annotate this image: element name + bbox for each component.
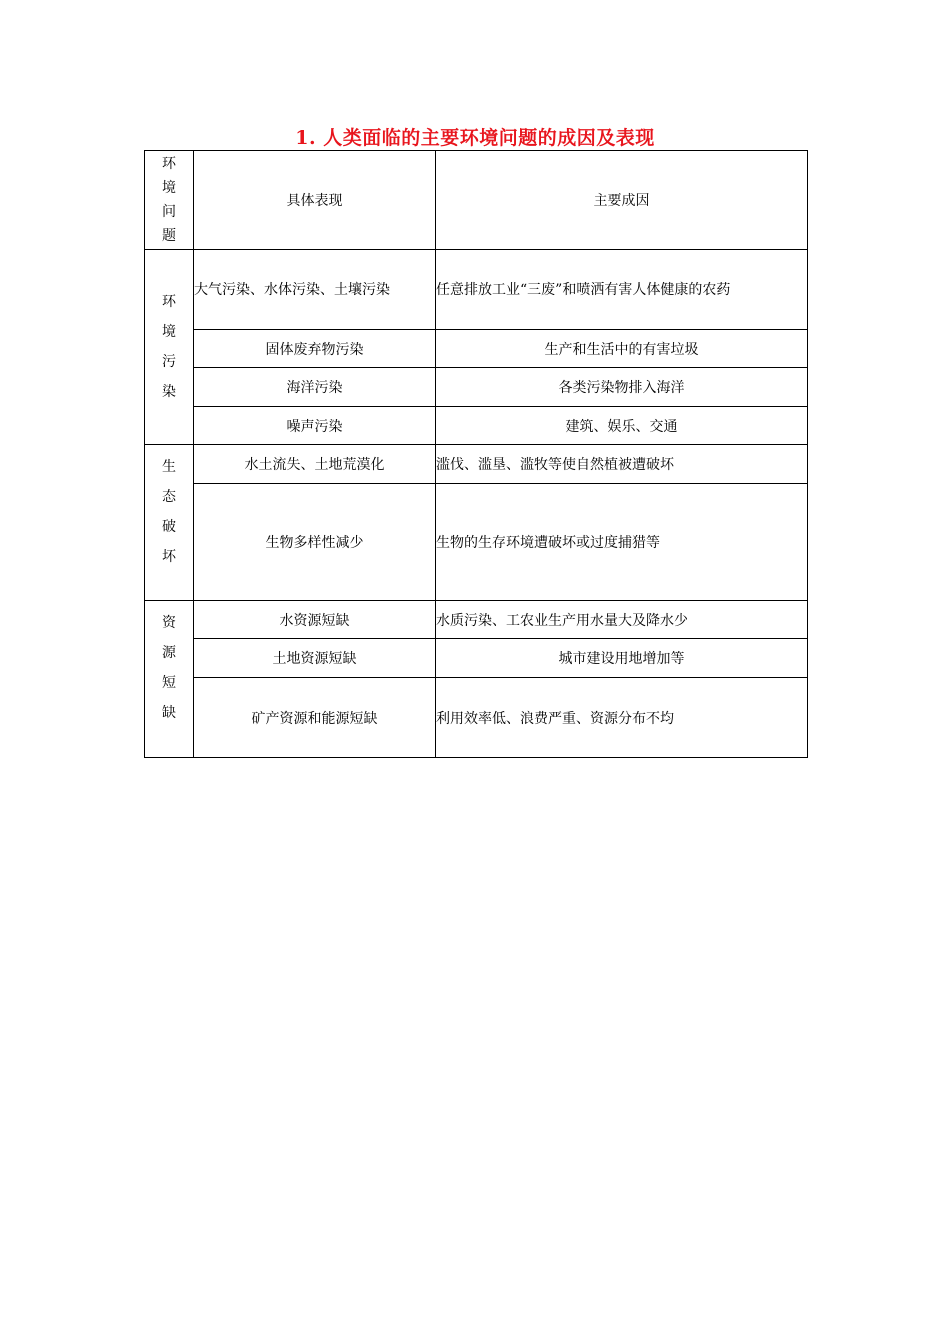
document-title: 1. 人类面临的主要环境问题的成因及表现 [295, 127, 655, 149]
table-row [145, 678, 808, 758]
table-row [145, 484, 808, 601]
cause-cell: 生物的生存环境遭破坏或过度捕猎等 [436, 484, 808, 601]
table-row [145, 330, 808, 368]
table-row [145, 445, 808, 484]
category-char: 污 [162, 354, 176, 370]
category-char: 资 [162, 615, 176, 631]
cause-cell: 滥伐、滥垦、滥牧等使自然植被遭破坏 [436, 445, 808, 484]
category-char: 境 [162, 324, 176, 340]
category-char: 缺 [162, 705, 176, 721]
manifestation-cell: 水资源短缺 [194, 601, 436, 639]
header-category-char: 题 [162, 228, 176, 244]
cause-cell: 生产和生活中的有害垃圾 [436, 330, 808, 368]
table-row [145, 407, 808, 445]
category-char: 生 [162, 459, 176, 475]
cause-cell: 城市建设用地增加等 [436, 639, 808, 678]
group-category-pollution [145, 250, 194, 445]
category-char: 态 [162, 489, 176, 505]
manifestation-cell: 水土流失、土地荒漠化 [194, 445, 436, 484]
group-category-ecology [145, 445, 194, 601]
header-category-char: 境 [162, 180, 176, 196]
header-category-char: 问 [162, 204, 176, 220]
manifestation-cell: 大气污染、水体污染、土壤污染 [194, 250, 436, 330]
category-char: 源 [162, 645, 176, 661]
cause-cell: 利用效率低、浪费严重、资源分布不均 [436, 678, 808, 758]
manifestation-cell: 固体废弃物污染 [194, 330, 436, 368]
manifestation-cell: 海洋污染 [194, 368, 436, 407]
header-category-char: 环 [162, 156, 176, 172]
header-cause: 主要成因 [436, 151, 808, 250]
manifestation-cell: 生物多样性减少 [194, 484, 436, 601]
category-char: 染 [162, 384, 176, 400]
cause-cell: 建筑、娱乐、交通 [436, 407, 808, 445]
environment-problems-table [144, 150, 808, 758]
table-header-row [145, 151, 808, 250]
cause-cell: 各类污染物排入海洋 [436, 368, 808, 407]
header-manifestation: 具体表现 [194, 151, 436, 250]
table-row [145, 601, 808, 639]
table-row [145, 368, 808, 407]
cause-cell: 水质污染、工农业生产用水量大及降水少 [436, 601, 808, 639]
category-char: 短 [162, 675, 176, 691]
header-category-cell [145, 151, 194, 250]
cause-cell: 任意排放工业“三废”和喷洒有害人体健康的农药 [436, 250, 808, 330]
table-row [145, 250, 808, 330]
category-char: 环 [162, 294, 176, 310]
manifestation-cell: 噪声污染 [194, 407, 436, 445]
manifestation-cell: 土地资源短缺 [194, 639, 436, 678]
category-char: 坏 [162, 549, 176, 565]
manifestation-cell: 矿产资源和能源短缺 [194, 678, 436, 758]
group-category-resources [145, 601, 194, 758]
table-row [145, 639, 808, 678]
category-char: 破 [162, 519, 176, 535]
